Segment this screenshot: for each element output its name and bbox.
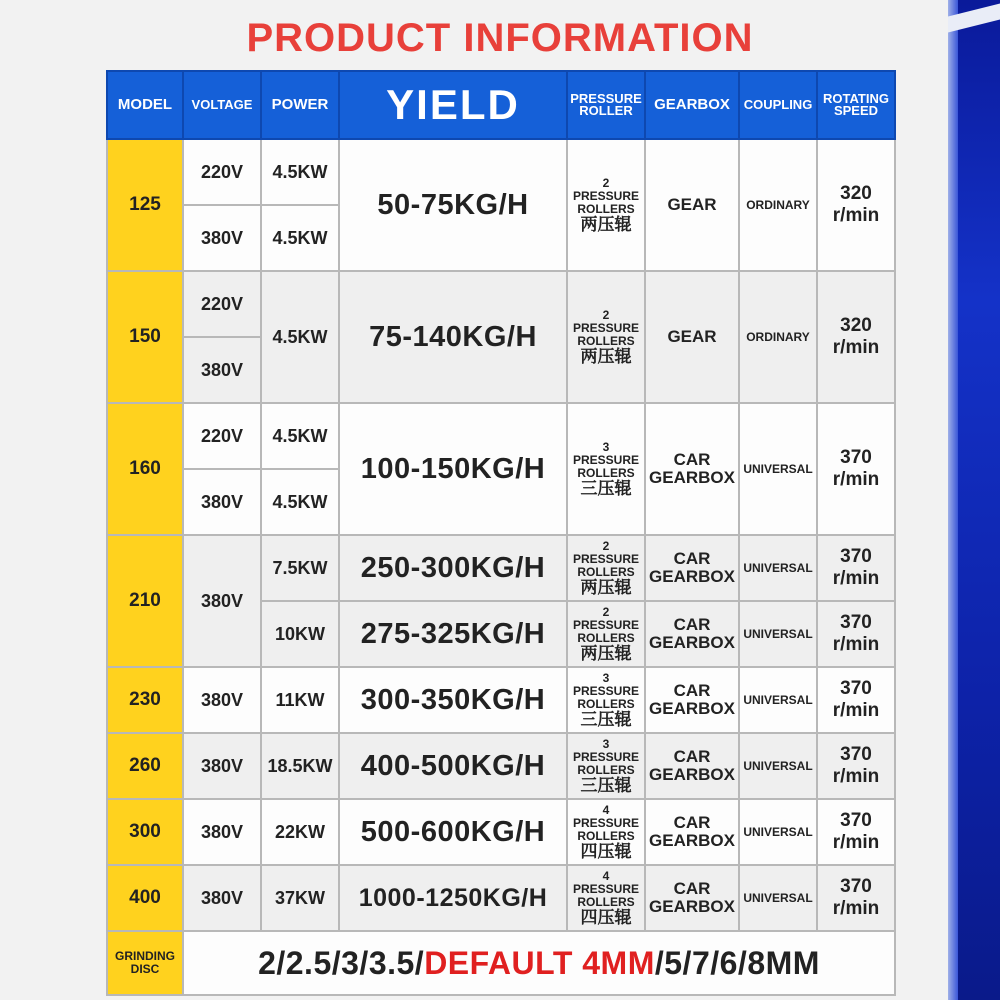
table-row xyxy=(107,403,895,469)
voltage-cell: 380V xyxy=(183,337,261,403)
model-cell: 400 xyxy=(107,865,183,931)
voltage-cell: 220V xyxy=(183,139,261,205)
header-row xyxy=(107,71,895,139)
voltage-cell: 220V xyxy=(183,271,261,337)
speed-cell: 370 r/min xyxy=(817,865,895,931)
speed-cell: 370 r/min xyxy=(817,535,895,601)
pressure-roller-cell: 2 PRESSURE ROLLERS 两压辊 xyxy=(567,601,645,667)
yield-cell: 100-150KG/H xyxy=(339,403,567,535)
model-cell: 300 xyxy=(107,799,183,865)
pressure-roller-cell: 3 PRESSURE ROLLERS 三压辊 xyxy=(567,667,645,733)
pressure-roller-cell: 2 PRESSURE ROLLERS 两压辊 xyxy=(567,139,645,271)
gearbox-cell: GEAR xyxy=(645,139,739,271)
header-gearbox: GEARBOX xyxy=(645,71,739,139)
coupling-cell: UNIVERSAL xyxy=(739,667,817,733)
table-row xyxy=(107,667,895,733)
coupling-cell: ORDINARY xyxy=(739,139,817,271)
grinding-disc-label: GRINDING DISC xyxy=(107,931,183,995)
header-coupling: COUPLING xyxy=(739,71,817,139)
grinding-disc-sizes: 2/2.5/3/3.5/DEFAULT 4MM/5/7/6/8MM xyxy=(183,931,895,995)
voltage-cell: 380V xyxy=(183,469,261,535)
yield-cell: 1000-1250KG/H xyxy=(339,865,567,931)
power-cell: 4.5KW xyxy=(261,469,339,535)
gearbox-cell: CAR GEARBOX xyxy=(645,733,739,799)
model-cell: 160 xyxy=(107,403,183,535)
gearbox-cell: CAR GEARBOX xyxy=(645,865,739,931)
gearbox-cell: CAR GEARBOX xyxy=(645,535,739,601)
header-pressure-roller: PRESSURE ROLLER xyxy=(567,71,645,139)
gearbox-cell: GEAR xyxy=(645,271,739,403)
table-row xyxy=(107,733,895,799)
header-voltage: VOLTAGE xyxy=(183,71,261,139)
header-model: MODEL xyxy=(107,71,183,139)
voltage-cell: 380V xyxy=(183,205,261,271)
coupling-cell: UNIVERSAL xyxy=(739,601,817,667)
coupling-cell: ORDINARY xyxy=(739,271,817,403)
table-row xyxy=(107,271,895,337)
gearbox-cell: CAR GEARBOX xyxy=(645,799,739,865)
yield-cell: 300-350KG/H xyxy=(339,667,567,733)
default-size-highlight: DEFAULT 4MM xyxy=(424,944,655,981)
power-cell: 10KW xyxy=(261,601,339,667)
product-spec-table xyxy=(106,70,896,996)
pressure-roller-cell: 2 PRESSURE ROLLERS 两压辊 xyxy=(567,535,645,601)
table-row xyxy=(107,139,895,205)
power-cell: 4.5KW xyxy=(261,271,339,403)
speed-cell: 370 r/min xyxy=(817,733,895,799)
model-cell: 125 xyxy=(107,139,183,271)
yield-cell: 75-140KG/H xyxy=(339,271,567,403)
coupling-cell: UNIVERSAL xyxy=(739,535,817,601)
gearbox-cell: CAR GEARBOX xyxy=(645,403,739,535)
pressure-roller-cell: 4 PRESSURE ROLLERS 四压辊 xyxy=(567,865,645,931)
header-yield: YIELD xyxy=(339,71,567,139)
speed-cell: 320 r/min xyxy=(817,271,895,403)
speed-cell: 320 r/min xyxy=(817,139,895,271)
page-title: PRODUCT INFORMATION xyxy=(246,16,754,60)
speed-cell: 370 r/min xyxy=(817,667,895,733)
coupling-cell: UNIVERSAL xyxy=(739,865,817,931)
voltage-cell: 380V xyxy=(183,865,261,931)
header-rotating-speed: ROTATING SPEED xyxy=(817,71,895,139)
decorative-side-stripe xyxy=(948,0,1000,1000)
model-cell: 150 xyxy=(107,271,183,403)
power-cell: 37KW xyxy=(261,865,339,931)
table-row xyxy=(107,799,895,865)
voltage-cell: 220V xyxy=(183,403,261,469)
power-cell: 11KW xyxy=(261,667,339,733)
voltage-cell: 380V xyxy=(183,535,261,667)
coupling-cell: UNIVERSAL xyxy=(739,733,817,799)
grinding-disc-row xyxy=(107,931,895,995)
yield-cell: 500-600KG/H xyxy=(339,799,567,865)
power-cell: 4.5KW xyxy=(261,205,339,271)
voltage-cell: 380V xyxy=(183,799,261,865)
voltage-cell: 380V xyxy=(183,733,261,799)
gearbox-cell: CAR GEARBOX xyxy=(645,601,739,667)
pressure-roller-cell: 3 PRESSURE ROLLERS 三压辊 xyxy=(567,733,645,799)
model-cell: 230 xyxy=(107,667,183,733)
pressure-roller-cell: 2 PRESSURE ROLLERS 两压辊 xyxy=(567,271,645,403)
model-cell: 210 xyxy=(107,535,183,667)
power-cell: 4.5KW xyxy=(261,139,339,205)
header-power: POWER xyxy=(261,71,339,139)
speed-cell: 370 r/min xyxy=(817,799,895,865)
yield-cell: 275-325KG/H xyxy=(339,601,567,667)
power-cell: 18.5KW xyxy=(261,733,339,799)
power-cell: 7.5KW xyxy=(261,535,339,601)
power-cell: 4.5KW xyxy=(261,403,339,469)
yield-cell: 400-500KG/H xyxy=(339,733,567,799)
pressure-roller-cell: 3 PRESSURE ROLLERS 三压辊 xyxy=(567,403,645,535)
power-cell: 22KW xyxy=(261,799,339,865)
yield-cell: 250-300KG/H xyxy=(339,535,567,601)
coupling-cell: UNIVERSAL xyxy=(739,403,817,535)
pressure-roller-cell: 4 PRESSURE ROLLERS 四压辊 xyxy=(567,799,645,865)
coupling-cell: UNIVERSAL xyxy=(739,799,817,865)
speed-cell: 370 r/min xyxy=(817,403,895,535)
table-row xyxy=(107,865,895,931)
yield-cell: 50-75KG/H xyxy=(339,139,567,271)
voltage-cell: 380V xyxy=(183,667,261,733)
table-row xyxy=(107,535,895,601)
speed-cell: 370 r/min xyxy=(817,601,895,667)
model-cell: 260 xyxy=(107,733,183,799)
gearbox-cell: CAR GEARBOX xyxy=(645,667,739,733)
